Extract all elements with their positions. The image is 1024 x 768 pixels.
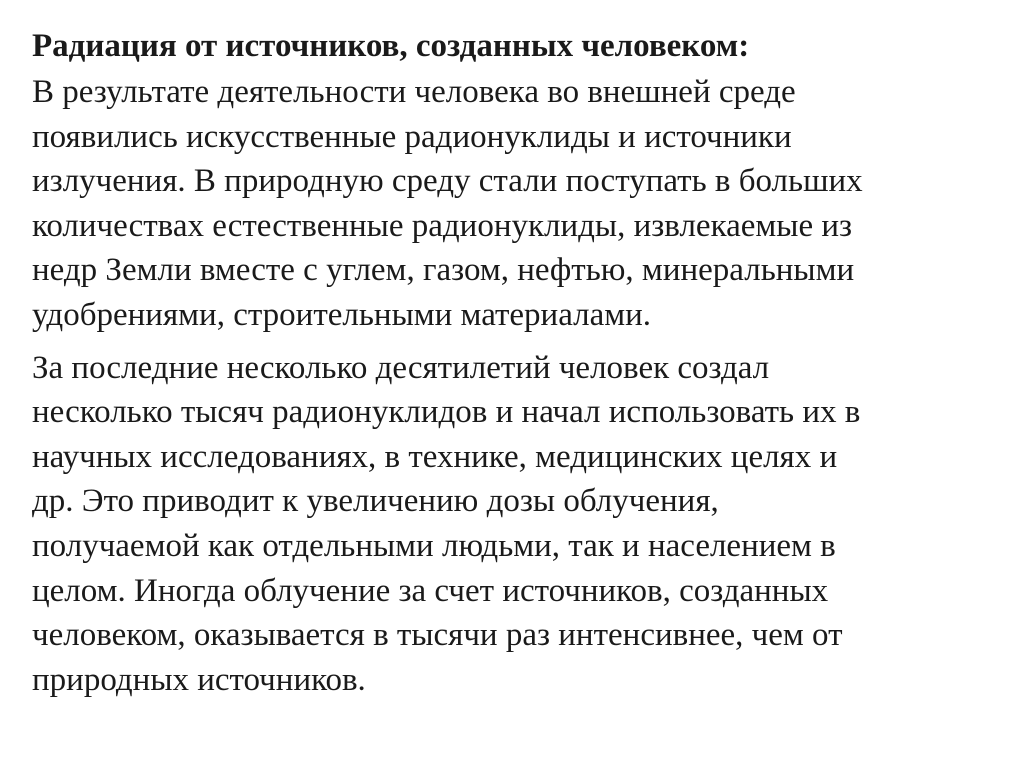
paragraph-line: количествах естественные радионуклиды, извлекаемые из [32, 207, 853, 244]
paragraph-line: За последние несколько десятилетий человек создал [32, 349, 770, 386]
paragraph-line: научных исследованиях, в технике, медицинских целях и [32, 438, 838, 475]
paragraph-line: несколько тысяч радионуклидов и начал использовать их в [32, 394, 861, 431]
paragraph-line: недр Земли вместе с углем, газом, нефтью, минеральными [32, 252, 855, 289]
paragraph-line: природных источников. [32, 661, 366, 698]
paragraph-line: появились искусственные радионуклиды и источники [32, 118, 792, 155]
paragraph-line: человеком, оказывается в тысячи раз интенсивнее, чем от [32, 617, 843, 654]
paragraph-line: удобрениями, строительными материалами. [32, 296, 652, 333]
paragraph-2 [32, 346, 997, 703]
paragraph-1 [32, 70, 997, 338]
paragraph-line: излучения. В природную среду стали поступать в больших [32, 163, 863, 200]
paragraph-line: получаемой как отдельными людьми, так и населением в [32, 527, 836, 564]
slide-heading: Радиация от источников, созданных человеком: [32, 28, 750, 64]
paragraph-line: др. Это приводит к увеличению дозы облучения, [32, 483, 719, 520]
paragraph-line: целом. Иногда облучение за счет источников, созданных [32, 572, 829, 609]
paragraph-line: В результате деятельности человека во внешней среде [32, 74, 796, 110]
slide-content [32, 24, 997, 710]
